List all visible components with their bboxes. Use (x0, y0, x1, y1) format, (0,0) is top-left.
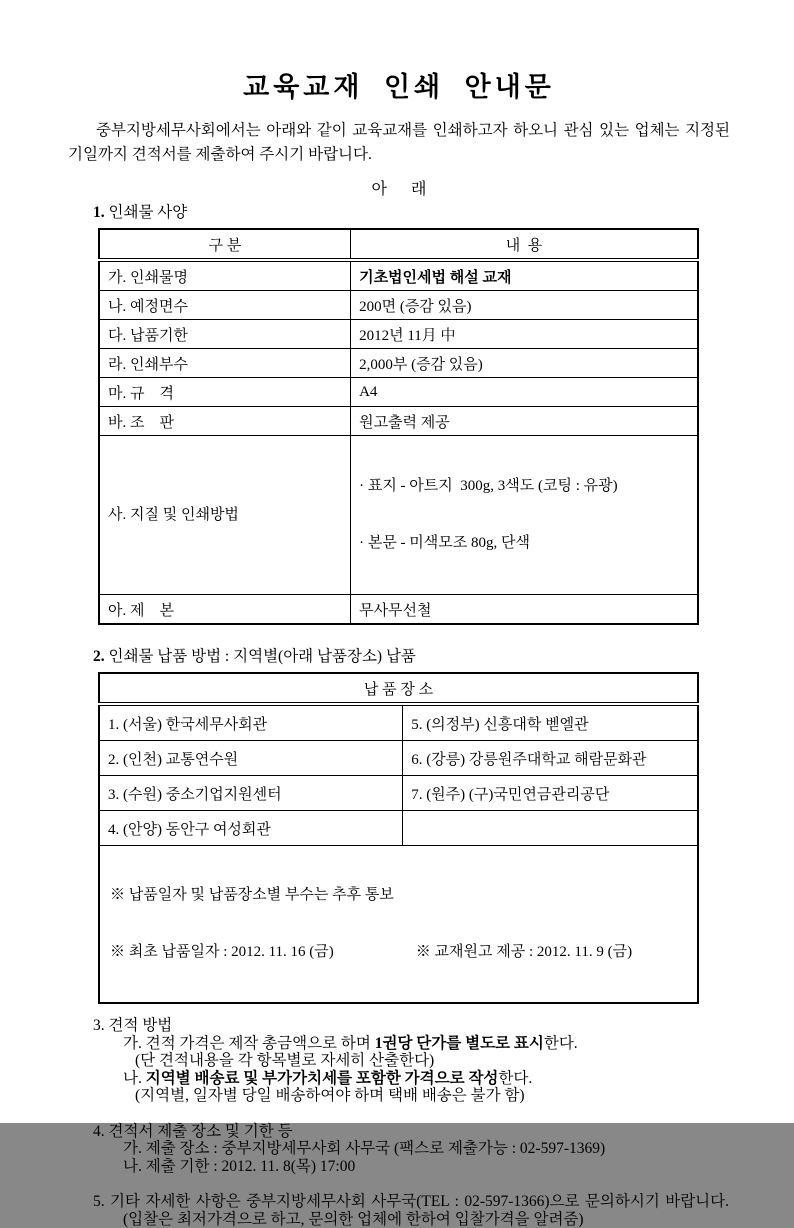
delivery-section-title: 인쇄물 납품 방법 : 지역별(아래 납품장소) 납품 (108, 648, 416, 665)
cell-value: 원고출력 제공 (351, 407, 698, 436)
table-row (99, 291, 698, 320)
note-line: ※ 납품일자 및 납품장소별 부수는 추후 통보 (110, 887, 394, 903)
table-row (99, 436, 698, 595)
page-title: 교육교재 인쇄 안내문 (243, 72, 555, 102)
delivery-section-number: 2. (93, 648, 109, 665)
table-row (99, 776, 698, 811)
etc-paragraph: 5. 기타 자세한 사항은 중부지방세무사회 사무국(TEL : 02-597-1366)으로 문의하시기 바랍니다. (입찰은 최저가격으로 하고, 문의한 업체에 한하여 입찰가격을 알려줌) (93, 1193, 729, 1228)
quote-item-na (123, 1070, 730, 1088)
quote-section (68, 1017, 730, 1105)
spec-table (98, 228, 699, 625)
delivery-table-title: 납 품 장 소 (99, 673, 698, 704)
cell-label: 바. 조 판 (99, 407, 351, 436)
submit-section (68, 1123, 730, 1176)
table-row (99, 260, 698, 291)
cell-value: 기초법인세법 해설 교재 (351, 260, 698, 291)
cell-label: 사. 지질 및 인쇄방법 (99, 436, 351, 595)
spec-col-header-content: 내 용 (351, 229, 698, 260)
quote-item-ga-note: (단 견적내용을 각 항목별로 자세히 산출한다) (135, 1052, 435, 1069)
delivery-notes-row (99, 846, 698, 1004)
table-row (99, 811, 698, 846)
quote-item-ga-emphasis: 1권당 단가를 별도로 표시 (374, 1034, 544, 1052)
spec-section-number: 1. (93, 204, 109, 221)
quote-item-na-note: (지역별, 일자별 당일 배송하여야 하며 택배 배송은 불가 함) (135, 1087, 525, 1104)
cell-label: 라. 인쇄부수 (99, 349, 351, 378)
cell-label: 나. 예정면수 (99, 291, 351, 320)
table-row (99, 349, 698, 378)
delivery-header-row (99, 673, 698, 704)
submit-deadline: 나. 제출 기한 : 2012. 11. 8(목) 17:00 (123, 1157, 356, 1175)
below-label: 아 래 (371, 181, 427, 198)
delivery-section-heading (93, 648, 730, 666)
quote-item-na-text: 나. (123, 1069, 146, 1087)
quote-item-ga-text: 가. 견적 가격은 제작 총금액으로 하며 (123, 1034, 375, 1052)
cell-value: 2,000부 (증감 있음) (351, 349, 698, 378)
spec-header-row (99, 229, 698, 260)
delivery-location: 5. (의정부) 신흥대학 벧엘관 (403, 704, 698, 741)
delivery-notes-cell (99, 846, 698, 1004)
cell-value (351, 436, 698, 595)
delivery-location: 3. (수원) 중소기업지원센터 (99, 776, 403, 811)
delivery-location: 4. (안양) 동안구 여성회관 (99, 811, 403, 846)
value-line-cover: · 표지 - 아트지 300g, 3색도 (코팅 : 유광) (359, 478, 618, 494)
delivery-location-empty (403, 811, 698, 846)
cell-label: 아. 제 본 (99, 595, 351, 625)
spec-col-header-category: 구 분 (99, 229, 351, 260)
table-row (99, 378, 698, 407)
delivery-location: 6. (강릉) 강릉원주대학교 해람문화관 (403, 741, 698, 776)
spec-section-title: 인쇄물 사양 (108, 204, 188, 221)
cell-value: 200면 (증감 있음) (351, 291, 698, 320)
delivery-table (98, 672, 699, 1004)
quote-section-heading: 3. 견적 방법 (93, 1017, 173, 1034)
table-row (99, 320, 698, 349)
quote-item-ga (123, 1035, 730, 1053)
cell-label: 마. 규 격 (99, 378, 351, 407)
note-manuscript-date: ※ 교재원고 제공 : 2012. 11. 9 (금) (415, 944, 633, 960)
table-row (99, 595, 698, 625)
quote-item-ga-tail: 한다. (543, 1034, 578, 1052)
cell-label: 다. 납품기한 (99, 320, 351, 349)
quote-item-na-tail: 한다. (498, 1069, 533, 1087)
note-line (110, 943, 687, 962)
delivery-location: 2. (인천) 교통연수원 (99, 741, 403, 776)
cell-value: 무사무선철 (351, 595, 698, 625)
cell-value: 2012년 11月 中 (351, 320, 698, 349)
intro-paragraph: 중부지방세무사회에서는 아래와 같이 교육교재를 인쇄하고자 하오니 관심 있는 업체는 지정된 기일까지 견적서를 제출하여 주시기 바랍니다. (68, 122, 730, 163)
table-row (99, 704, 698, 741)
delivery-location: 1. (서울) 한국세무사회관 (99, 704, 403, 741)
spec-section-heading (93, 204, 730, 222)
value-line-body: · 본문 - 미색모조 80g, 단색 (359, 535, 530, 551)
submit-place: 가. 제출 장소 : 중부지방세무사회 사무국 (팩스로 제출가능 : 02-597-1369) (123, 1140, 606, 1157)
quote-item-na-emphasis: 지역별 배송료 및 부가가치세를 포함한 가격으로 작성 (145, 1069, 499, 1087)
note-first-delivery-date: ※ 최초 납품일자 : 2012. 11. 16 (금) (110, 944, 334, 960)
submit-section-heading: 4. 견적서 제출 장소 및 기한 등 (93, 1122, 293, 1140)
table-row (99, 407, 698, 436)
delivery-location: 7. (원주) (구)국민연금관리공단 (403, 776, 698, 811)
cell-value: A4 (351, 378, 698, 407)
table-row (99, 741, 698, 776)
cell-label: 가. 인쇄물명 (99, 260, 351, 291)
